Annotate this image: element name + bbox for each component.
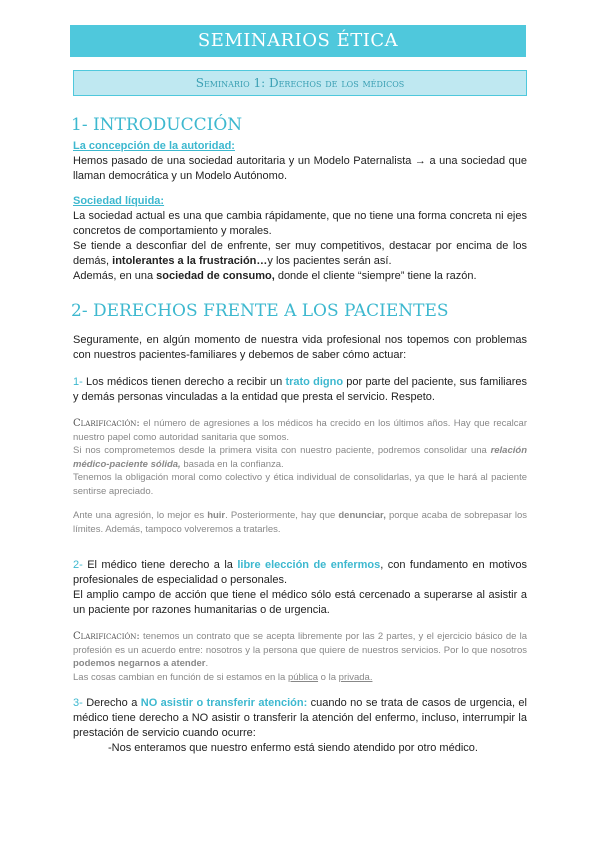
right-1-clarification-2: Si nos comprometemos desde la primera visita con nuestro paciente, podremos consolidar una relación médico-paciente sólida, basada en la confianza. [73, 445, 527, 470]
section-1-heading: 1- INTRODUCCIÓN [71, 115, 243, 135]
subheading-liquid-society: Sociedad líquida: [73, 195, 165, 207]
right-1-aggression: Ante una agresión, lo mejor es huir. Posteriormente, hay que denunciar, porque acaba de sobrepasar los límites. Además, tampoco volveremos a tratarles. [73, 510, 528, 535]
right-2-clarification-2: Las cosas cambian en función de si estamos en la pública o la privada. [73, 671, 373, 683]
paragraph-liquid-1: La sociedad actual es una que cambia rápidamente, que no tiene una forma concreta ni ejes concretos de comportamiento y morales. [73, 210, 527, 237]
right-2 [73, 558, 527, 684]
paragraph-liquid-2: Se tiende a desconfiar del de enfrente, ser muy competitivos, destacar por encima de los demás, intolerantes a la frustración…y los pacientes serán así. [73, 240, 527, 267]
right-3-text: 3- Derecho a NO asistir o transferir atención: cuando no se trata de casos de urgencia, el médico tiene derecho a NO asistir o transferir la atención del enfermo, incluso, interrumpir la prestación de servicio cuando ocurre: [73, 697, 527, 739]
right-2-text: 2- El médico tiene derecho a la libre elección de enfermos, con fundamento en motivos profesionales de especialidad o personales. [73, 559, 527, 586]
seminar-subtitle: Seminario 1: Derechos de los médicos [73, 70, 527, 96]
right-1-clarification-3: Tenemos la obligación moral como colectivo y ética individual de consolidarlas, ya que le hará al paciente sentirse apreciado. [73, 472, 527, 497]
right-1-text: 1- Los médicos tienen derecho a recibir un trato digno por parte del paciente, sus familiares y demás personas vinculadas a la entidad que presta el servicio. Respeto. [73, 376, 527, 403]
right-2-clarification: Clarificación: tenemos un contrato que se acepta libremente por las 2 partes, y el ejercicio básico de la profesión es un acuerdo entre: nosotros y la persona que quiere de nuestros servicios. Por lo que nosotros podemos negarnos a atender. [73, 631, 527, 669]
document-body [71, 115, 528, 756]
right-1-clarification: Clarificación: el número de agresiones a los médicos ha crecido en los últimos años. Hay que recalcar nuestro papel como autoridad sanitaria que somos. [73, 418, 527, 443]
subheading-authority: La concepción de la autoridad: [73, 140, 235, 152]
right-3 [73, 696, 527, 756]
right-3-item: -Nos enteramos que nuestro enfermo está siendo atendido por otro médico. [108, 742, 478, 754]
right-2-text-2: El amplio campo de acción que tiene el médico sólo está cercenado a superarse al asistir a un paciente por razones humanitarias o de urgencia. [73, 589, 527, 616]
right-1 [73, 375, 527, 536]
section-2-heading: 2- DERECHOS FRENTE A LOS PACIENTES [71, 301, 449, 321]
section-2-intro: Seguramente, en algún momento de nuestra vida profesional nos topemos con problemas con nuestros pacientes-familiares y debemos de saber cómo actuar: [73, 334, 527, 361]
page-banner: SEMINARIOS ÉTICA [70, 25, 526, 57]
paragraph-authority: Hemos pasado de una sociedad autoritaria y un Modelo Paternalista → a una sociedad que llaman democrática y un Modelo Autónomo. [73, 155, 527, 182]
paragraph-liquid-3: Además, en una sociedad de consumo, donde el cliente “siempre” tiene la razón. [73, 270, 477, 282]
